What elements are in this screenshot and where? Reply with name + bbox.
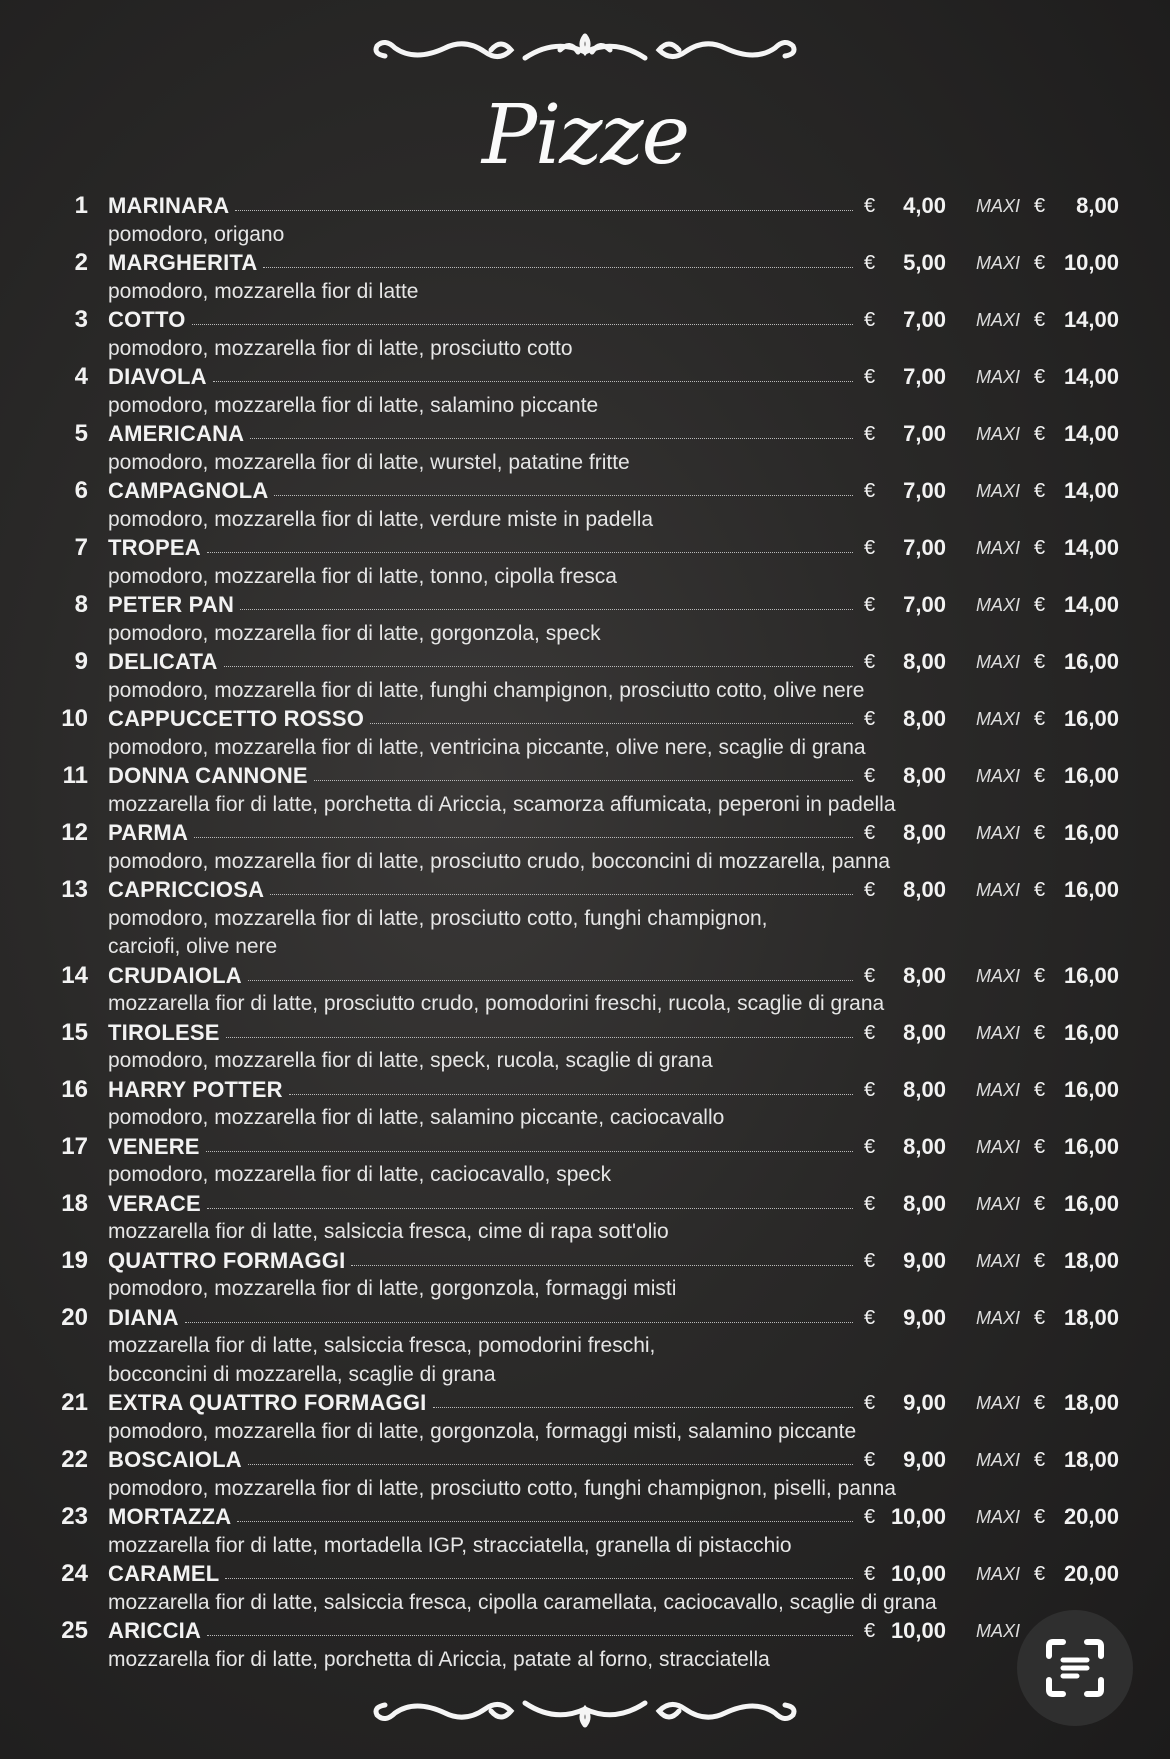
menu-item [0,1019,1170,1076]
dotted-leader [274,477,853,496]
dotted-leader [433,1389,854,1408]
maxi-label: MAXI [976,1022,1021,1043]
item-name: VERACE [108,1190,201,1216]
dotted-leader [314,762,853,781]
dotted-leader [240,591,853,610]
currency-symbol: € [1034,964,1046,987]
item-price: 7,00 [903,364,946,389]
menu-item [0,705,1170,762]
currency-symbol: € [1034,195,1046,217]
item-ingredients: mozzarella fior di latte, mortadella IGP, stracciatella, granella di pistacchio [108,1533,792,1557]
maxi-price: 16,00 [1063,1019,1119,1045]
item-price: 8,00 [903,706,946,731]
currency-symbol: € [864,1306,876,1329]
item-name: TROPEA [108,535,201,560]
item-name: HARRY POTTER [108,1076,283,1102]
maxi-label: MAXI [976,538,1021,558]
dotted-leader [225,1560,853,1579]
maxi-price: 16,00 [1063,962,1119,988]
dotted-leader [207,534,853,553]
currency-symbol: € [1034,1449,1046,1471]
menu-item [0,591,1170,648]
maxi-price: 16,00 [1063,1190,1119,1216]
maxi-label: MAXI [976,1507,1021,1527]
currency-symbol: € [1034,1563,1046,1585]
maxi-price: 14,00 [1063,364,1119,389]
maxi-price: 20,00 [1063,1504,1119,1529]
dotted-leader [192,306,853,325]
currency-symbol: € [864,879,876,901]
maxi-price: 16,00 [1063,706,1119,731]
item-ingredients: pomodoro, mozzarella fior di latte, speck, rucola, scaglie di grana [108,1049,713,1072]
maxi-price: 18,00 [1063,1447,1119,1472]
menu-item [0,648,1170,705]
item-number: 17 [61,1132,88,1160]
currency-symbol: € [864,1021,876,1044]
maxi-label: MAXI [976,1193,1021,1214]
dotted-leader [213,363,853,382]
item-name: CRUDAIOLA [108,962,242,988]
item-ingredients: pomodoro, mozzarella fior di latte, salamino piccante, caciocavallo [108,1106,725,1129]
item-price: 10,00 [890,1504,946,1529]
currency-symbol: € [1034,879,1046,901]
item-price: 8,00 [903,877,946,902]
maxi-label: MAXI [976,310,1021,330]
item-price: 9,00 [903,1304,946,1330]
menu-item [0,1304,1170,1390]
item-name: BOSCAIOLA [108,1447,242,1472]
item-ingredients: mozzarella fior di latte, prosciutto crudo, pomodorini freschi, rucola, scaglie di grana [108,992,885,1015]
maxi-price: 14,00 [1063,592,1119,617]
item-ingredients: mozzarella fior di latte, salsiccia fresca, pomodorini freschi, [108,1334,656,1357]
pizza-list [0,192,1170,1674]
currency-symbol: € [864,1135,876,1158]
item-price: 7,00 [903,592,946,617]
dotted-leader [224,648,853,667]
dotted-leader [206,1133,853,1152]
item-number: 11 [62,762,88,789]
maxi-label: MAXI [976,1250,1021,1271]
item-price: 8,00 [903,1076,946,1102]
item-name: AMERICANA [108,421,245,446]
menu-item [0,762,1170,819]
menu-item [0,192,1170,249]
currency-symbol: € [864,480,876,502]
item-name: MARGHERITA [108,250,258,275]
item-name: VENERE [108,1133,200,1159]
maxi-label: MAXI [976,823,1021,843]
currency-symbol: € [1034,537,1046,559]
item-ingredients: pomodoro, mozzarella fior di latte, wurstel, patatine fritte [108,450,630,474]
item-ingredients: carciofi, olive nere [108,935,278,958]
item-number: 20 [61,1303,88,1331]
currency-symbol: € [864,1192,876,1215]
item-ingredients: pomodoro, mozzarella fior di latte, prosciutto cotto [108,336,573,360]
maxi-price: 20,00 [1063,1561,1119,1586]
maxi-price: 18,00 [1063,1247,1119,1273]
maxi-label: MAXI [976,1136,1021,1157]
maxi-price: 16,00 [1063,1076,1119,1102]
dotted-leader [351,1247,853,1266]
item-ingredients: pomodoro, mozzarella fior di latte [108,279,419,303]
dotted-leader [185,1304,853,1323]
item-price: 8,00 [903,1019,946,1045]
currency-symbol: € [1034,1306,1046,1329]
maxi-price: 14,00 [1063,307,1119,332]
currency-symbol: € [1034,309,1046,331]
item-price: 8,00 [903,1190,946,1216]
item-price: 8,00 [903,820,946,845]
item-price: 7,00 [903,307,946,332]
item-price: 7,00 [903,421,946,446]
item-price: 7,00 [903,535,946,560]
currency-symbol: € [864,1449,876,1471]
menu-title: Pizze [481,88,689,183]
currency-symbol: € [864,964,876,987]
item-ingredients: pomodoro, mozzarella fior di latte, gorgonzola, formaggi misti [108,1277,677,1300]
item-number: 16 [61,1075,88,1103]
item-number: 13 [61,876,88,903]
maxi-label: MAXI [976,481,1021,501]
item-price: 4,00 [903,193,946,218]
maxi-price: 18,00 [1063,1390,1119,1415]
item-number: 10 [61,705,88,732]
dotted-leader [194,819,853,838]
dotted-leader [370,705,853,724]
ornament-top [365,28,805,78]
maxi-label: MAXI [976,196,1021,216]
menu-item [0,1503,1170,1560]
item-ingredients: pomodoro, mozzarella fior di latte, prosciutto crudo, bocconcini di mozzarella, panna [108,849,891,873]
currency-symbol: € [864,195,876,217]
item-price: 7,00 [903,478,946,503]
currency-symbol: € [864,537,876,559]
currency-symbol: € [1034,366,1046,388]
item-number: 18 [61,1189,88,1217]
item-name: DONNA CANNONE [108,763,308,788]
maxi-label: MAXI [976,1564,1021,1584]
dotted-leader [270,876,853,895]
currency-symbol: € [1034,708,1046,730]
currency-symbol: € [864,822,876,844]
maxi-price: 16,00 [1063,763,1119,788]
currency-symbol: € [864,1506,876,1528]
currency-symbol: € [864,594,876,616]
currency-symbol: € [864,366,876,388]
item-number: 25 [61,1617,88,1644]
item-name: COTTO [108,307,186,332]
currency-symbol: € [1034,822,1046,844]
dotted-leader [235,192,853,211]
item-name: EXTRA QUATTRO FORMAGGI [108,1390,427,1415]
item-ingredients: pomodoro, mozzarella fior di latte, ventricina piccante, olive nere, scaglie di grana [108,735,866,759]
scan-text-button[interactable] [1017,1610,1133,1726]
dotted-leader [263,249,853,268]
currency-symbol: € [864,1563,876,1585]
currency-symbol: € [864,1392,876,1414]
item-name: CAPRICCIOSA [108,877,265,902]
menu-item [0,962,1170,1019]
item-ingredients: pomodoro, mozzarella fior di latte, funghi champignon, prosciutto cotto, olive nere [108,678,865,702]
maxi-label: MAXI [976,709,1021,729]
item-number: 15 [61,1018,88,1046]
item-ingredients: mozzarella fior di latte, salsiccia fresca, cime di rapa sott'olio [108,1220,669,1243]
maxi-label: MAXI [976,1393,1021,1413]
menu-item [0,1190,1170,1247]
item-name: CAMPAGNOLA [108,478,269,503]
item-name: PARMA [108,820,189,845]
maxi-label: MAXI [976,766,1021,786]
menu-item [0,1560,1170,1617]
currency-symbol: € [1034,480,1046,502]
item-price: 8,00 [903,649,946,674]
maxi-label: MAXI [976,367,1021,387]
item-name: ARICCIA [108,1618,202,1643]
currency-symbol: € [1034,1021,1046,1044]
item-name: PETER PAN [108,592,235,617]
menu-item [0,534,1170,591]
item-name: DIANA [108,1304,179,1330]
item-name: MARINARA [108,193,230,218]
menu-item [0,1133,1170,1190]
currency-symbol: € [1034,1249,1046,1272]
item-number: 9 [74,648,88,675]
item-price: 8,00 [903,763,946,788]
scan-text-icon [1043,1636,1107,1700]
item-ingredients: mozzarella fior di latte, porchetta di Ariccia, patate al forno, stracciatella [108,1647,770,1671]
item-name: CARAMEL [108,1561,220,1586]
item-number: 12 [61,819,88,846]
item-number: 14 [61,961,88,989]
dotted-leader [207,1190,853,1209]
maxi-label: MAXI [976,1621,1021,1641]
item-price: 8,00 [903,962,946,988]
item-price: 9,00 [903,1390,946,1415]
item-ingredients: pomodoro, mozzarella fior di latte, prosciutto cotto, funghi champignon, piselli, panna [108,1476,896,1500]
item-number: 2 [74,249,88,276]
item-name: DELICATA [108,649,218,674]
maxi-price: 16,00 [1063,877,1119,902]
menu-item [0,876,1170,962]
dotted-leader [248,1446,853,1465]
item-ingredients: pomodoro, mozzarella fior di latte, gorgonzola, speck [108,621,601,645]
item-number: 7 [74,534,88,561]
item-number: 23 [61,1503,88,1530]
currency-symbol: € [1034,1192,1046,1215]
dotted-leader [226,1019,853,1038]
maxi-label: MAXI [976,1450,1021,1470]
item-ingredients: mozzarella fior di latte, porchetta di Ariccia, scamorza affumicata, peperoni in padella [108,792,896,816]
item-price: 10,00 [890,1618,946,1643]
maxi-label: MAXI [976,880,1021,900]
item-name: MORTAZZA [108,1504,232,1529]
currency-symbol: € [1034,765,1046,787]
currency-symbol: € [864,765,876,787]
menu-item [0,1446,1170,1503]
item-name: CAPPUCCETTO ROSSO [108,706,365,731]
maxi-label: MAXI [976,253,1021,273]
item-ingredients: pomodoro, mozzarella fior di latte, salamino piccante [108,393,599,417]
item-name: DIAVOLA [108,364,207,389]
item-number: 6 [74,477,88,504]
item-price: 5,00 [903,250,946,275]
item-number: 1 [74,192,88,219]
currency-symbol: € [1034,1135,1046,1158]
maxi-price: 16,00 [1063,649,1119,674]
currency-symbol: € [864,309,876,331]
dotted-leader [207,1617,853,1636]
menu-item [0,363,1170,420]
maxi-label: MAXI [976,424,1021,444]
dotted-leader [250,420,853,439]
menu-item [0,1617,1170,1674]
menu-item [0,819,1170,876]
item-price: 9,00 [903,1447,946,1472]
item-price: 8,00 [903,1133,946,1159]
ornament-bottom [365,1683,805,1733]
menu-item [0,249,1170,306]
maxi-label: MAXI [976,1079,1021,1100]
currency-symbol: € [864,423,876,445]
maxi-price: 14,00 [1063,421,1119,446]
maxi-label: MAXI [976,652,1021,672]
maxi-label: MAXI [976,965,1021,986]
currency-symbol: € [1034,651,1046,673]
item-price: 10,00 [890,1561,946,1586]
maxi-price: 14,00 [1063,535,1119,560]
currency-symbol: € [864,1620,876,1642]
dotted-leader [237,1503,853,1522]
maxi-price: 10,00 [1063,250,1119,275]
currency-symbol: € [864,1078,876,1101]
item-number: 21 [61,1389,88,1416]
item-ingredients: pomodoro, mozzarella fior di latte, prosciutto cotto, funghi champignon, [108,906,768,930]
dotted-leader [289,1076,853,1095]
item-ingredients: pomodoro, mozzarella fior di latte, gorgonzola, formaggi misti, salamino piccante [108,1419,857,1443]
currency-symbol: € [1034,1078,1046,1101]
menu-item [0,1389,1170,1446]
item-ingredients: mozzarella fior di latte, salsiccia fresca, cipolla caramellata, caciocavallo, scaglie di grana [108,1590,937,1614]
item-number: 24 [61,1560,88,1587]
maxi-price: 16,00 [1063,820,1119,845]
item-name: TIROLESE [108,1019,220,1045]
maxi-price: 8,00 [1076,193,1119,218]
currency-symbol: € [864,1249,876,1272]
menu-item [0,1076,1170,1133]
dotted-leader [248,962,853,981]
item-number: 8 [74,591,88,618]
currency-symbol: € [1034,252,1046,274]
item-ingredients: pomodoro, origano [108,222,285,246]
currency-symbol: € [864,708,876,730]
menu-item [0,1247,1170,1304]
currency-symbol: € [1034,1506,1046,1528]
maxi-price: 18,00 [1063,1304,1119,1330]
item-number: 5 [74,420,88,447]
item-ingredients: bocconcini di mozzarella, scaglie di grana [108,1362,496,1386]
item-number: 3 [74,306,88,333]
item-number: 19 [61,1246,88,1274]
item-ingredients: pomodoro, mozzarella fior di latte, verdure miste in padella [108,507,654,531]
item-price: 9,00 [903,1247,946,1273]
currency-symbol: € [1034,594,1046,616]
menu-item [0,477,1170,534]
currency-symbol: € [864,651,876,673]
maxi-label: MAXI [976,1307,1021,1328]
item-name: QUATTRO FORMAGGI [108,1247,346,1273]
item-number: 22 [61,1446,88,1473]
currency-symbol: € [864,252,876,274]
menu-item [0,420,1170,477]
item-ingredients: pomodoro, mozzarella fior di latte, caciocavallo, speck [108,1163,612,1186]
maxi-label: MAXI [976,595,1021,615]
menu-item [0,306,1170,363]
item-ingredients: pomodoro, mozzarella fior di latte, tonno, cipolla fresca [108,564,617,588]
item-number: 4 [74,363,88,390]
maxi-price: 16,00 [1063,1133,1119,1159]
currency-symbol: € [1034,1392,1046,1414]
maxi-price: 14,00 [1063,478,1119,503]
currency-symbol: € [1034,423,1046,445]
